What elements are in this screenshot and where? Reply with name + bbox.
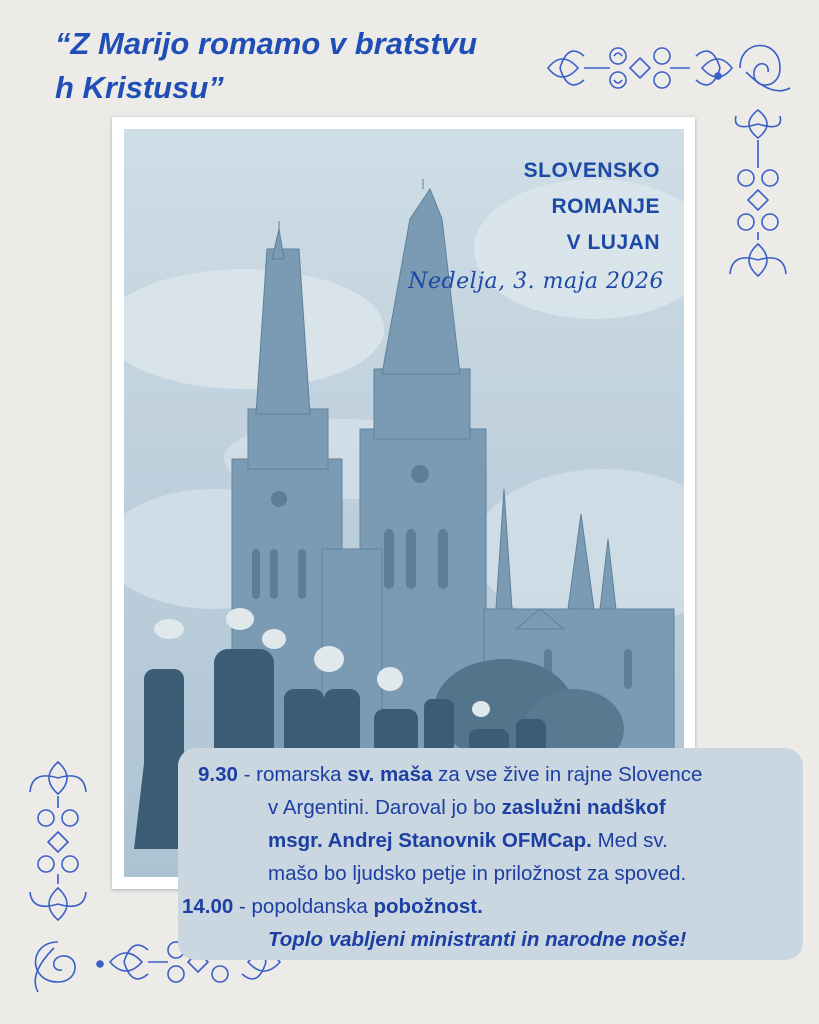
title-line-2: h Kristusu” — [55, 70, 224, 105]
schedule-box — [178, 748, 803, 960]
mass-label: sv. maša — [347, 763, 433, 786]
lotus-icon — [30, 888, 86, 920]
event-title — [440, 153, 660, 261]
lotus-icon — [730, 244, 786, 276]
event-title-line-2: ROMANJE — [551, 195, 660, 218]
schedule-line-1: 9.30 - romarska sv. maša za vse žive in rajne Slovence — [198, 763, 703, 786]
title-line-1: “Z Marijo romamo v bratstvu — [55, 26, 478, 61]
time-afternoon: 14.00 — [182, 895, 234, 918]
celebrant-name: msgr. Andrej Stanovnik OFMCap. — [268, 829, 592, 852]
event-date: Nedelja, 3. maja 2026 — [408, 269, 664, 294]
schedule-line-4: mašo bo ljudsko petje in priložnost za spoved. — [268, 862, 687, 885]
schedule-line-2: v Argentini. Daroval jo bo zaslužni nadškof — [268, 796, 666, 819]
schedule-line-3: msgr. Andrej Stanovnik OFMCap. Med sv. — [268, 829, 668, 852]
poster-title — [55, 22, 535, 110]
lotus-icon — [696, 51, 732, 85]
lotus-icon — [735, 110, 780, 138]
lotus-icon — [110, 945, 148, 979]
schedule-line-5: 14.00 - popoldanska pobožnost. — [182, 895, 483, 918]
devotion-label: pobožnost. — [373, 895, 483, 918]
time-morning: 9.30 — [198, 763, 238, 786]
event-title-line-1: SLOVENSKO — [523, 159, 660, 182]
invitation-line: Toplo vabljeni ministranti in narodne noše! — [268, 928, 687, 951]
lotus-icon — [30, 762, 86, 794]
lotus-icon — [548, 51, 610, 85]
event-title-line-3: V LUJAN — [566, 231, 660, 254]
